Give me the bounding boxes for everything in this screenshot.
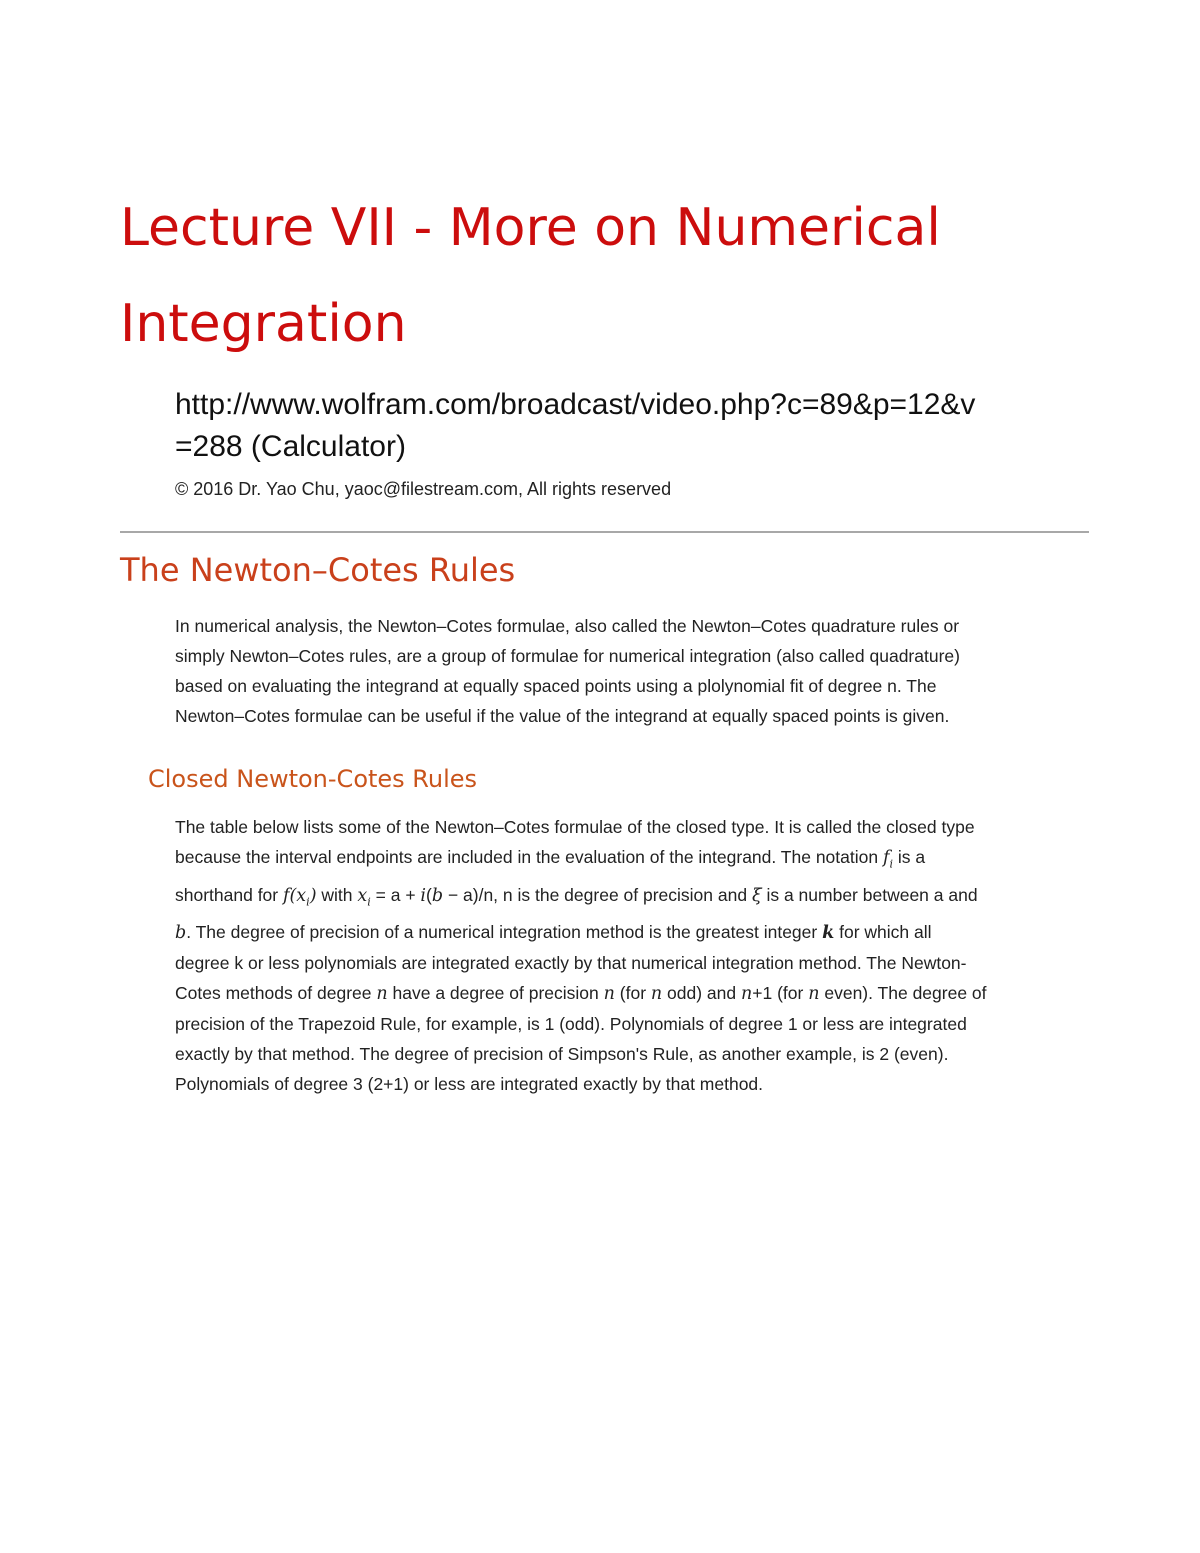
paragraph-line: b. The degree of precision of a numerical integration method is the greatest integer k for which all	[175, 922, 932, 943]
url-line-1: http://www.wolfram.com/broadcast/video.php?c=89&p=12&v	[175, 388, 976, 421]
paragraph-line: shorthand for $f(x_i)$ with $x_i = a + i(b - a)/n$, n is the degree of precision and ξ is a number between a and	[175, 884, 978, 908]
paragraph-line: In numerical analysis, the Newton–Cotes formulae, also called the Newton–Cotes quadrature rules or	[175, 616, 960, 636]
math-f-of-x: $f(x_i)$	[282, 885, 317, 908]
paragraph-line: because the interval endpoints are included in the evaluation of the integrand. The notation $f_i$ is a	[175, 847, 926, 871]
math-x-i: $x_i$	[357, 885, 371, 908]
paragraph-line: precision of the Trapezoid Rule, for example, is 1 (odd). Polynomials of degree 1 or less are integrated	[175, 1014, 967, 1034]
paragraph-line: exactly by that method. The degree of precision of Simpson's Rule, as another example, is 2 (even).	[175, 1044, 949, 1064]
lecture-title	[120, 180, 1100, 372]
paragraph-line: Newton–Cotes formulae can be useful if the value of the integrand at equally spaced points is given.	[175, 706, 950, 726]
url-line-2: =288 (Calculator)	[175, 430, 406, 463]
math-f-i: $f_i$	[882, 848, 893, 871]
closed-rules-paragraph	[175, 812, 1085, 1099]
intro-paragraph	[175, 611, 1080, 731]
horizontal-divider	[120, 531, 1089, 533]
paragraph-line: Polynomials of degree 3 (2+1) or less are integrated exactly by that method.	[175, 1074, 764, 1094]
paragraph-line: based on evaluating the integrand at equally spaced points using a plolynomial fit of degree n. The	[175, 676, 937, 696]
paragraph-line: The table below lists some of the Newton–Cotes formulae of the closed type. It is called the closed type	[175, 817, 975, 837]
copyright-notice: © 2016 Dr. Yao Chu, yaoc@filestream.com, All rights reserved	[175, 479, 672, 499]
paragraph-line: Cotes methods of degree n have a degree of precision n (for n odd) and n+1 (for n even). The degree of	[175, 983, 987, 1004]
subsection-heading-closed-rules: Closed Newton-Cotes Rules	[148, 765, 478, 793]
reference-url[interactable]	[175, 384, 1095, 468]
math-xi: ξ	[751, 885, 762, 906]
paragraph-line: simply Newton–Cotes rules, are a group of formulae for numerical integration (also called quadrature)	[175, 646, 960, 666]
paragraph-line: degree k or less polynomials are integrated exactly by that numerical integration method. The Newton-	[175, 953, 967, 973]
title-line-2: Integration	[120, 294, 407, 354]
section-heading-newton-cotes: The Newton–Cotes Rules	[120, 551, 516, 589]
title-line-1: Lecture VII - More on Numerical	[120, 198, 941, 258]
